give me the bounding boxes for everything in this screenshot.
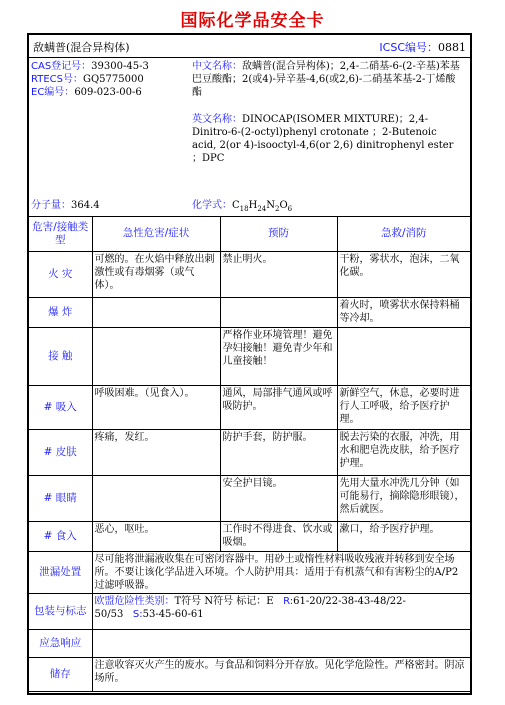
chemical-formula [192, 199, 292, 216]
table-header-row [29, 217, 470, 251]
emergency-row [29, 629, 470, 657]
row-hazard: 呼吸困难。（见食入）。 [92, 385, 220, 429]
table-row [29, 327, 470, 385]
row-hazard: 恶心，呕吐。 [92, 521, 220, 551]
identifier-block [29, 60, 470, 190]
cn-name [192, 60, 464, 99]
divider [29, 57, 470, 58]
row-aid: 新鲜空气，休息，必要时进行人工呼吸，给予医疗护理。 [337, 385, 470, 429]
r-label: R: [283, 595, 294, 607]
rtecs-value: GQ5775000 [82, 74, 144, 85]
cas-line [31, 60, 181, 73]
row-prevention: 工作时不得进食、饮水或吸烟。 [220, 521, 337, 551]
formula-o-count: 6 [287, 205, 293, 213]
row-prevention [220, 297, 337, 327]
cn-label: 中文名称： [192, 61, 242, 72]
row-aid: 先用大量水冲洗几分钟（如可能易行，摘除隐形眼镜），然后就医。 [337, 475, 470, 521]
card-frame [27, 33, 472, 695]
mw-row [29, 197, 470, 215]
spill-row [29, 551, 470, 593]
spill-label: 泄漏处置 [29, 551, 92, 593]
table-row [29, 251, 470, 297]
en-name [192, 113, 464, 165]
packaging-row [29, 593, 470, 629]
en-value: DINOCAP(ISOMER MIXTURE)；2,4-Dinitro-6-(2-octyl)phenyl crotonate ；2-Butenoic acid, 2(or 4)-isooctyl-4,6(or 2,6) dinitrophenyl ester ；DPC [192, 114, 454, 164]
id-column [31, 60, 181, 99]
row-aid: 脱去污染的衣服，冲洗，用水和肥皂洗皮肤，给予医疗护理。 [337, 429, 470, 475]
storage-row [29, 657, 470, 691]
row-prevention: 防护手套，防护服。 [220, 429, 337, 475]
col-hazard: 急性危害/症状 [92, 217, 220, 251]
ec-line [31, 86, 181, 99]
storage-label: 储存 [29, 657, 92, 691]
rtecs-label: RTECS号： [31, 74, 83, 85]
packaging-text [92, 593, 470, 629]
storage-text: 注意收容灭火产生的废水。与食品和饲料分开存放。见化学危险性。严格密封。阴凉场所。 [92, 657, 470, 691]
s-value: 53-45-60-61 [142, 608, 204, 620]
mw-label: 分子量： [31, 200, 71, 211]
packaging-label: 包装与标志 [29, 593, 92, 629]
icsc-number [379, 39, 466, 55]
formula-n: N [266, 200, 275, 211]
cas-label: CAS登记号： [31, 61, 92, 72]
table-row [29, 475, 470, 521]
eu-text: T符号 N符号 标记：E [174, 595, 274, 607]
formula-o: O [279, 200, 288, 211]
formula-c: C [232, 200, 240, 211]
row-aid: 漱口，给予医疗护理。 [337, 521, 470, 551]
row-hazard [92, 327, 220, 385]
row-type: 爆 炸 [29, 297, 92, 327]
s-label: S: [132, 608, 143, 620]
row-hazard: 疼痛，发红。 [92, 429, 220, 475]
spill-text: 尽可能将泄漏液收集在可密闭容器中。用砂土或惰性材料吸收残液并转移到安全场所。不要让该化学品进入环境。个人防护用具：适用于有机蒸气和有害粉尘的A/P2过滤呼吸器。 [92, 551, 470, 593]
table-row [29, 297, 470, 327]
table-row [29, 385, 470, 429]
ec-label: EC编号： [31, 87, 75, 98]
cas-value: 39300-45-3 [91, 61, 149, 72]
hazard-table [29, 217, 470, 692]
col-type: 危害/接触类型 [29, 217, 92, 251]
col-aid: 急救/消防 [337, 217, 470, 251]
row-type: # 吸入 [29, 385, 92, 429]
formula-label: 化学式： [192, 200, 232, 211]
mw-value: 364.4 [71, 200, 100, 211]
icsc-value: 0881 [438, 41, 466, 54]
row-type: # 食入 [29, 521, 92, 551]
formula-h: H [248, 200, 258, 211]
row-type: 接 触 [29, 327, 92, 385]
row-prevention: 通风，局部排气通风或呼吸防护。 [220, 385, 337, 429]
icsc-label: ICSC编号： [379, 41, 438, 54]
ec-value: 609-023-00-6 [74, 87, 142, 98]
table-row [29, 429, 470, 475]
eu-label: 欧盟危险性类别： [94, 595, 175, 607]
rtecs-line [31, 73, 181, 86]
cn-value: 敌螨普(混合异构体)；2,4-二硝基-6-(2-辛基)苯基巴豆酸酯；2(或4)-异辛基-4,6(或2,6)-二硝基苯基-2-丁烯酸酯 [192, 61, 460, 98]
emergency-text [92, 629, 470, 657]
row-prevention: 安全护目镜。 [220, 475, 337, 521]
header-row [29, 35, 470, 57]
row-hazard: 可燃的。在火焰中释放出刺激性或有毒烟雾（或气体）。 [92, 251, 220, 297]
row-aid: 干粉，雾状水，泡沫，二氧化碳。 [337, 251, 470, 297]
card-title: 国际化学品安全卡 [180, 11, 325, 31]
row-hazard [92, 475, 220, 521]
row-type: # 皮肤 [29, 429, 92, 475]
molecular-weight [31, 199, 100, 212]
row-type: # 眼睛 [29, 475, 92, 521]
formula-h-count: 24 [257, 205, 267, 213]
row-hazard [92, 297, 220, 327]
row-type: 火 灾 [29, 251, 92, 297]
r-value: 61-20/22-38-43-48/22-50/53 [94, 595, 406, 620]
formula-c-count: 18 [239, 205, 249, 213]
row-aid: 着火时，喷雾状水保持料桶等冷却。 [337, 297, 470, 327]
col-prevention: 预防 [220, 217, 337, 251]
table-row [29, 521, 470, 551]
formula-n-count: 2 [274, 205, 280, 213]
row-aid [337, 327, 470, 385]
names-column [192, 60, 464, 165]
row-prevention: 禁止明火。 [220, 251, 337, 297]
row-prevention: 严格作业环境管理！避免孕妇接触！避免青少年和儿童接触！ [220, 327, 337, 385]
chemical-name: 敌螨普(混合异构体) [33, 41, 130, 54]
en-label: 英文名称： [192, 114, 242, 125]
emergency-label: 应急响应 [29, 629, 92, 657]
